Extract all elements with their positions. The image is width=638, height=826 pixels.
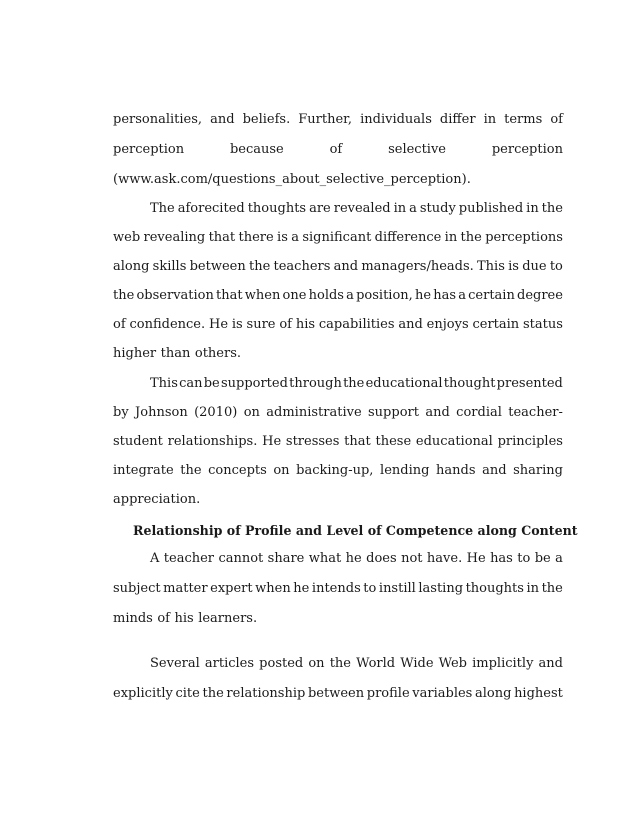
word: one	[282, 288, 307, 303]
word: personalities,	[113, 112, 203, 127]
word: confidence.	[129, 317, 206, 332]
word: profile	[366, 686, 410, 701]
word: can	[179, 376, 203, 391]
word: terms	[504, 112, 543, 127]
word: lasting	[418, 581, 464, 596]
word: and	[482, 463, 507, 478]
word: position,	[356, 288, 413, 303]
word: explicitly	[113, 686, 173, 701]
word: thought	[443, 376, 496, 391]
word: thoughts	[247, 201, 307, 216]
word: perceptions	[485, 230, 563, 245]
word: enjoys	[426, 317, 469, 332]
word: the	[329, 656, 351, 671]
word: along	[113, 259, 150, 274]
word: hands	[436, 463, 476, 478]
word: does	[366, 551, 397, 566]
word: because	[229, 142, 284, 157]
word: educational	[415, 434, 493, 449]
word: student	[113, 434, 163, 449]
word: significant	[302, 230, 372, 245]
word: sure	[246, 317, 276, 332]
word: what	[308, 551, 342, 566]
word: beliefs.	[242, 112, 291, 127]
word: holds	[308, 288, 344, 303]
word: and	[333, 259, 359, 274]
word: the	[460, 230, 482, 245]
word: teacher-	[508, 405, 563, 420]
word: of	[113, 317, 126, 332]
word: he	[345, 551, 362, 566]
word: has	[433, 288, 457, 303]
word: of	[279, 317, 292, 332]
word: the	[180, 463, 202, 478]
word: Johnson	[135, 405, 188, 420]
word: of	[157, 611, 170, 626]
word: published	[458, 201, 524, 216]
word: relationships.	[167, 434, 258, 449]
word: revealed	[333, 201, 391, 216]
word: cannot	[218, 551, 264, 566]
text-line	[113, 286, 563, 306]
word: intends	[311, 581, 361, 596]
word: than	[160, 346, 191, 361]
text-line	[113, 549, 563, 569]
word: in	[526, 201, 539, 216]
word: perception	[491, 142, 563, 157]
word: is	[508, 259, 519, 274]
word: to	[517, 551, 531, 566]
word: higher	[113, 346, 157, 361]
text-line	[113, 257, 563, 277]
word: he	[414, 288, 432, 303]
word: share	[267, 551, 305, 566]
word: minds	[113, 611, 153, 626]
word: learners.	[198, 611, 258, 626]
word: concepts	[208, 463, 267, 478]
word: This	[150, 376, 178, 391]
text-line	[113, 432, 563, 452]
word: (www.ask.com/questions_about_selective_perception).	[113, 172, 471, 187]
word: subject	[113, 581, 161, 596]
word: presented	[496, 376, 563, 391]
word: revealing	[143, 230, 206, 245]
word: to	[363, 581, 377, 596]
word: along	[474, 686, 512, 701]
word: when	[244, 288, 281, 303]
text-line	[113, 110, 563, 130]
word: there	[238, 230, 274, 245]
word: highest	[514, 686, 563, 701]
word: that	[216, 288, 243, 303]
word: between	[307, 686, 365, 701]
word: observation	[136, 288, 214, 303]
word: these	[375, 434, 412, 449]
word: A	[150, 551, 160, 566]
word: in	[444, 230, 458, 245]
word: sharing	[513, 463, 563, 478]
word: The	[150, 201, 175, 216]
word: skills	[152, 259, 187, 274]
word: a	[555, 551, 563, 566]
word: a	[409, 201, 417, 216]
word: lending	[380, 463, 430, 478]
word: study	[419, 201, 456, 216]
word: Web	[438, 656, 467, 671]
word: the	[202, 686, 224, 701]
text-line	[113, 579, 563, 599]
word: appreciation.	[113, 492, 201, 507]
word: cite	[175, 686, 200, 701]
word: implicitly	[472, 656, 534, 671]
word: and	[425, 405, 450, 420]
word: a	[346, 288, 354, 303]
word: certain	[468, 288, 515, 303]
word: in	[526, 581, 540, 596]
word: variables	[412, 686, 473, 701]
word: on	[243, 405, 260, 420]
word: by	[113, 405, 129, 420]
text-line	[113, 140, 563, 160]
word: the	[343, 376, 365, 391]
word: teachers	[273, 259, 331, 274]
word: individuals	[360, 112, 432, 127]
word: articles	[204, 656, 255, 671]
word: Further,	[298, 112, 353, 127]
word: have.	[426, 551, 463, 566]
word: relationship	[226, 686, 306, 701]
word: are	[309, 201, 331, 216]
word: administrative	[266, 405, 362, 420]
word: to	[549, 259, 563, 274]
word: and	[398, 317, 423, 332]
word: backing-up,	[296, 463, 374, 478]
word: be	[203, 376, 220, 391]
text-line	[113, 461, 563, 481]
word: supported	[220, 376, 288, 391]
word: on	[273, 463, 290, 478]
word: is	[277, 230, 288, 245]
word: certain	[472, 317, 520, 332]
word: teacher	[163, 551, 215, 566]
text-line	[113, 374, 563, 394]
word: principles	[497, 434, 563, 449]
word: (2010)	[194, 405, 238, 420]
word: when	[255, 581, 291, 596]
word: stresses	[285, 434, 340, 449]
word: the	[248, 259, 271, 274]
word: not	[401, 551, 423, 566]
word: World	[356, 656, 396, 671]
word: selective	[388, 142, 446, 157]
word: due	[522, 259, 547, 274]
word: of	[550, 112, 563, 127]
word: cordial	[456, 405, 502, 420]
word: educational	[365, 376, 443, 391]
text-line	[113, 228, 563, 248]
text-line	[113, 170, 563, 190]
word: thoughts	[465, 581, 524, 596]
word: in	[393, 201, 407, 216]
word: and	[538, 656, 563, 671]
word: the	[113, 288, 135, 303]
word: managers/heads.	[361, 259, 474, 274]
text-line	[113, 344, 563, 364]
word: support	[368, 405, 419, 420]
word: Several	[150, 656, 200, 671]
word: instill	[378, 581, 416, 596]
word: that	[208, 230, 236, 245]
word: differ	[439, 112, 476, 127]
word: between	[189, 259, 246, 274]
word: in	[483, 112, 497, 127]
word: on	[308, 656, 325, 671]
word: matter	[163, 581, 208, 596]
word: He	[208, 317, 229, 332]
word: This	[477, 259, 505, 274]
word: he	[293, 581, 310, 596]
word: aforecited	[177, 201, 245, 216]
text-line	[113, 654, 563, 674]
word: capabilities	[318, 317, 395, 332]
text-line	[113, 199, 563, 219]
word: Wide	[400, 656, 434, 671]
word: has	[490, 551, 513, 566]
word: expert	[210, 581, 253, 596]
text-line	[113, 403, 563, 423]
word: that	[344, 434, 371, 449]
word: posted	[259, 656, 304, 671]
word: his	[174, 611, 194, 626]
word: a	[291, 230, 299, 245]
word: his	[295, 317, 316, 332]
text-line	[113, 315, 563, 335]
word: integrate	[113, 463, 174, 478]
word: degree	[517, 288, 563, 303]
word: He	[466, 551, 486, 566]
word: web	[113, 230, 141, 245]
text-line	[113, 609, 563, 629]
text-line	[113, 490, 563, 510]
word: He	[262, 434, 282, 449]
word: the	[541, 201, 563, 216]
word: and	[210, 112, 235, 127]
word: the	[541, 581, 563, 596]
word: difference	[374, 230, 442, 245]
text-line	[113, 684, 563, 704]
word: others.	[194, 346, 242, 361]
word: be	[534, 551, 551, 566]
word: a	[458, 288, 466, 303]
word: perception	[113, 142, 185, 157]
word: status	[523, 317, 563, 332]
word: of	[329, 142, 343, 157]
word: through	[289, 376, 342, 391]
word: is	[231, 317, 243, 332]
section-heading: Relationship of Profile and Level of Competence along Content	[133, 523, 578, 538]
